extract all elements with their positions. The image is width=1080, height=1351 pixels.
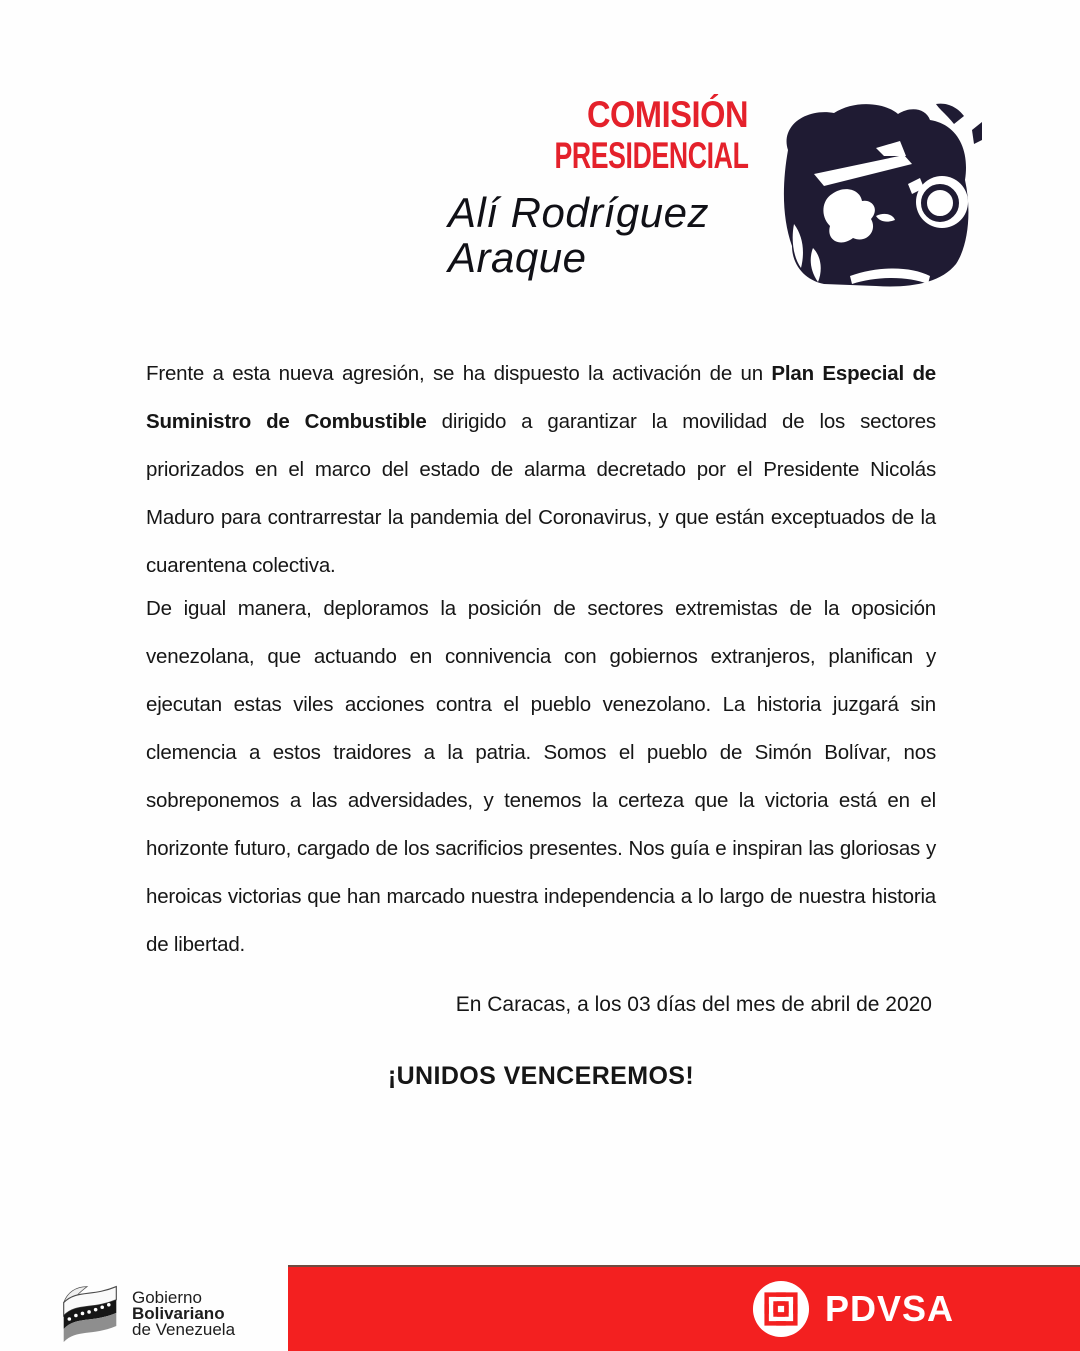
pdvsa-band: [288, 1265, 1080, 1351]
pdvsa-logo: [752, 1280, 954, 1338]
gobierno-text: [132, 1287, 236, 1339]
commission-title-line1: COMISIÓN: [586, 94, 748, 135]
paragraph-1-text: Frente a esta nueva agresión, se ha dispuesto la activación de un: [146, 362, 772, 385]
commission-title-line2: PRESIDENCIAL: [553, 135, 748, 176]
dateline: En Caracas, a los 03 días del mes de abril de 2020: [455, 993, 932, 1016]
gobierno-line1: Gobierno: [132, 1287, 202, 1307]
commission-name-line1: Alí Rodríguez: [448, 189, 709, 236]
slogan: ¡UNIDOS VENCEREMOS!: [387, 1062, 695, 1090]
gobierno-line2: Bolivariano: [132, 1303, 225, 1323]
bolivarian-flag-icon: [56, 1280, 124, 1347]
paragraph-1-text-cont: dirigido a garantizar la movilidad de los sectores priorizados en el marco del estado de alarma decretado por el Presidente Nicolás Maduro para contrarrestar la pandemia del Coronavirus, y que están exceptuados de la cuarentena colectiva.: [146, 410, 936, 577]
letterhead-text: [448, 92, 748, 293]
paragraph-2: De igual manera, deploramos la posición de sectores extremistas de la oposición venezolana, que actuando en connivencia con gobiernos extranjeros, planifican y ejecutan estas viles acciones contra el pueblo venezolano. La historia juzgará sin clemencia a estos traidores a la patria. Somos el pueblo de Simón Bolívar, nos sobreponemos a las adversidades, y tenemos la certeza que la victoria está en el horizonte futuro, cargado de los sacrificios presentes. Nos guía e inspiran las gloriosas y heroicas victorias que han marcado nuestra independencia a lo largo de nuestra historia de libertad.: [146, 597, 936, 956]
paragraph-1-bold-phrase: Plan Especial de Suministro de Combustible: [146, 362, 936, 433]
gobierno-line3: de Venezuela: [132, 1319, 236, 1339]
paragraph-1: [146, 350, 936, 590]
pdvsa-wordmark: PDVSA: [825, 1288, 955, 1329]
pdvsa-emblem-icon: [752, 1280, 810, 1338]
letterhead: [448, 92, 988, 293]
commission-name-line2: Araque: [448, 234, 587, 281]
ali-rodriguez-portrait-icon: [758, 100, 982, 293]
gobierno-bolivariano-logo: [56, 1280, 235, 1347]
